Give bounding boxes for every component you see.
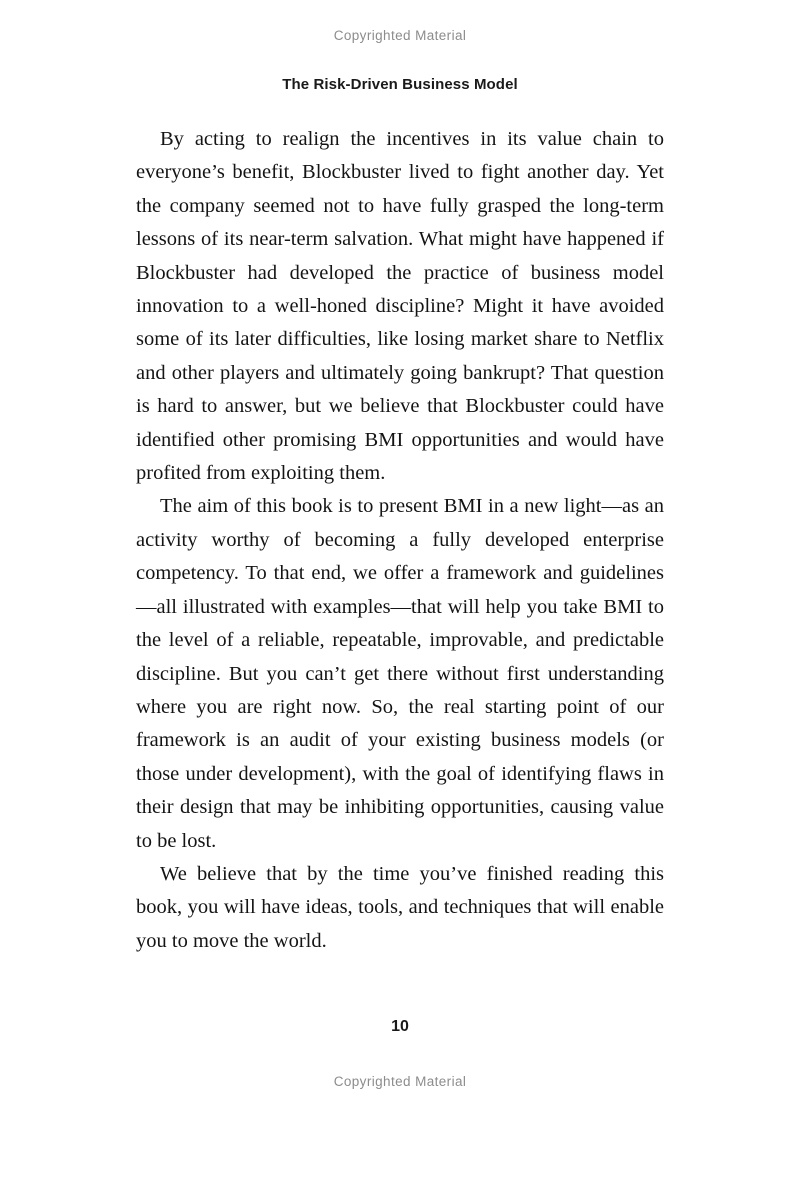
copyright-notice-top: Copyrighted Material bbox=[333, 28, 467, 43]
page-number: 10 bbox=[391, 1018, 409, 1036]
paragraph-1: By acting to realign the incentives in its value chain to everyone’s benefit, Blockbuster lived to fight another day. Yet the company seemed not to have fully grasped the long-term lessons of its near-term salvation. What might have happened if Blockbuster had developed the practice of business model innovation to a well-honed discipline? Might it have avoided some of its later difficulties, like losing market share to Netflix and other players and ultimately going bankrupt? That question is hard to answer, but we believe that Blockbuster could have identified other promising BMI opportunities and would have profited from exploiting them. bbox=[136, 128, 664, 485]
running-header: The Risk-Driven Business Model bbox=[282, 76, 518, 93]
paragraph-2: The aim of this book is to present BMI in a new light—as an activity worthy of becoming a fully developed enterprise competency. To that end, we offer a framework and guidelines—all illustrated with examples—that will help you take BMI to the level of a reliable, repeatable, improvable, and predictable discipline. But you can’t get there without first understanding where you are right now. So, the real starting point of our framework is an audit of your existing business models (or those under development), with the goal of identifying flaws in their design that may be inhibiting opportunities, causing value to be lost. bbox=[136, 495, 664, 852]
copyright-notice-bottom: Copyrighted Material bbox=[333, 1074, 467, 1090]
body-text bbox=[136, 123, 664, 958]
paragraph-3: We believe that by the time you’ve finished reading this book, you will have ideas, tools, and techniques that will enable you to move the world. bbox=[136, 862, 664, 952]
